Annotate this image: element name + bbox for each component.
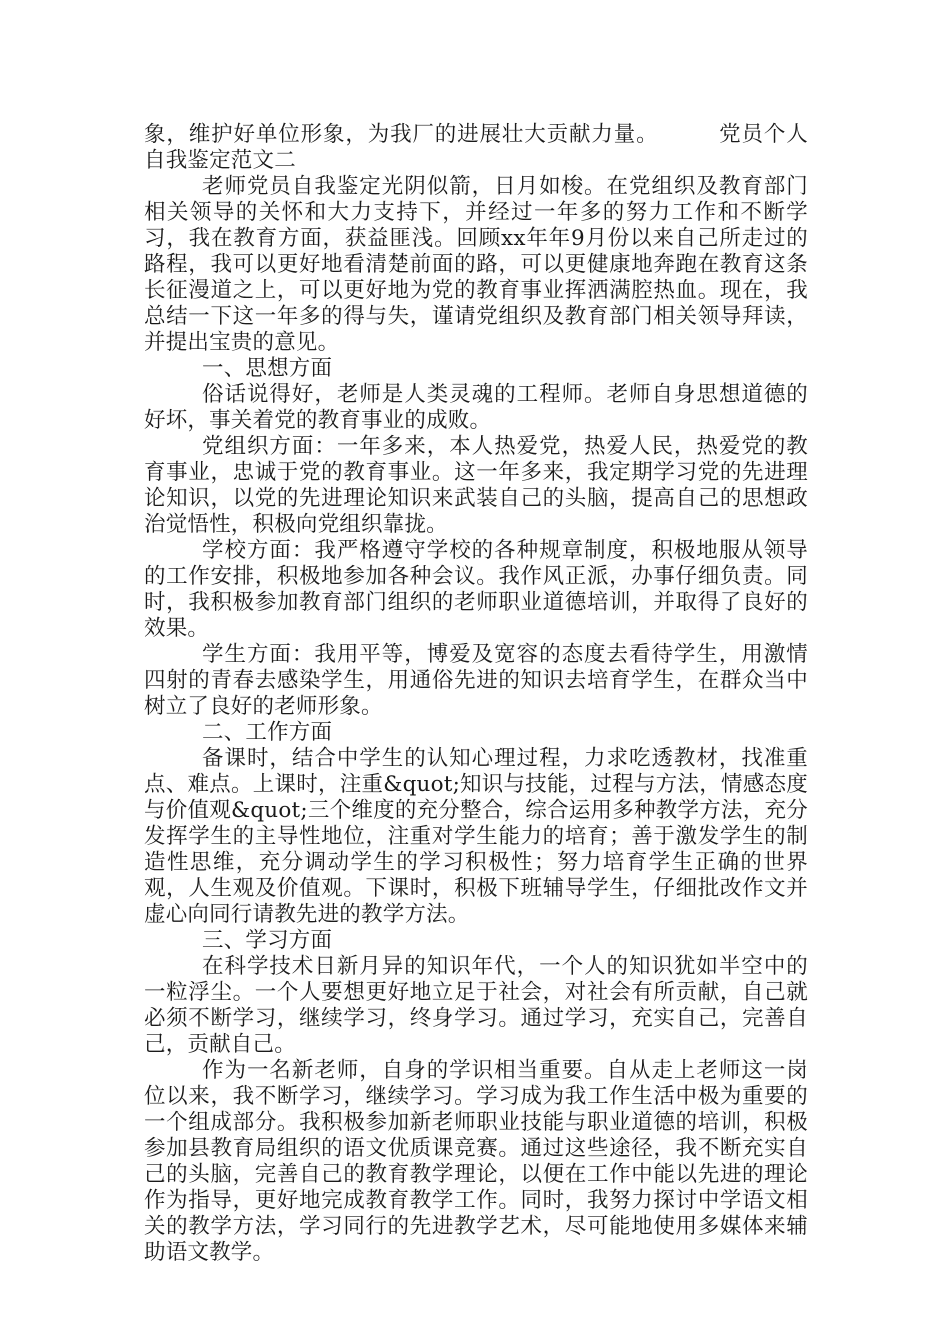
body-paragraph: 作为一名新老师，自身的学识相当重要。自从走上老师这一岗位以来，我不断学习，继续学习。学习成为我工作生活中极为重要的一个组成部分。我积极参加新老师职业技能与职业道德的培训，积极参加县教育局组织的语文优质课竞赛。通过这些途径，我不断充实自己的头脑，完善自己的教育教学理论，以便在工作中能以先进的理论作为指导，更好地完成教育教学工作。同时，我努力探讨中学语文相关的教学方法，学习同行的先进教学艺术，尽可能地使用多媒体来辅助语文教学。 (144, 1058, 808, 1265)
section-title: 党员个人自我鉴定范文二 (144, 122, 808, 173)
paragraph-list (144, 174, 808, 1266)
body-paragraph: 学校方面：我严格遵守学校的各种规章制度，积极地服从领导的工作安排，积极地参加各种会议。我作风正派，办事仔细负责。同时，我积极参加教育部门组织的老师职业道德培训，并取得了良好的效果。 (144, 538, 808, 641)
section-heading: 三、学习方面 (202, 928, 333, 953)
section-heading: 二、工作方面 (202, 720, 333, 745)
intro-paragraph (144, 122, 808, 174)
document-body (144, 122, 808, 1266)
body-paragraph: 老师党员自我鉴定光阴似箭，日月如梭。在党组织及教育部门相关领导的关怀和大力支持下，并经过一年多的努力工作和不断学习，我在教育方面，获益匪浅。回顾xx年年9月份以来自己所走过的路程，我可以更好地看清楚前面的路，可以更健康地奔跑在教育这条长征漫道之上，可以更好地为党的教育事业挥洒满腔热血。现在，我总结一下这一年多的得与失，谨请党组织及教育部门相关领导拜读，并提出宝贵的意见。 (144, 174, 808, 355)
body-paragraph: 备课时，结合中学生的认知心理过程，力求吃透教材，找准重点、难点。上课时，注重&quot;知识与技能，过程与方法，情感态度与价值观&quot;三个维度的充分整合，综合运用多种教学方法，充分发挥学生的主导性地位，注重对学生能力的培育；善于激发学生的制造性思维，充分调动学生的学习积极性；努力培育学生正确的世界观，人生观及价值观。下课时，积极下班辅导学生，仔细批改作文并虚心向同行请教先进的教学方法。 (144, 746, 808, 927)
body-paragraph: 党组织方面：一年多来，本人热爱党，热爱人民，热爱党的教育事业，忠诚于党的教育事业。这一年多来，我定期学习党的先进理论知识，以党的先进理论知识来武装自己的头脑，提高自己的思想政治觉悟性，积极向党组织靠拢。 (144, 434, 808, 537)
section-heading: 一、思想方面 (202, 356, 333, 381)
body-paragraph: 学生方面：我用平等，博爱及宽容的态度去看待学生，用激情四射的青春去感染学生，用通俗先进的知识去培育学生，在群众当中树立了良好的老师形象。 (144, 642, 808, 719)
intro-text: 象，维护好单位形象，为我厂的进展壮大贡献力量。 (144, 122, 659, 147)
body-paragraph: 俗话说得好，老师是人类灵魂的工程师。老师自身思想道德的好坏，事关着党的教育事业的成败。 (144, 382, 808, 433)
body-paragraph: 在科学技术日新月异的知识年代，一个人的知识犹如半空中的一粒浮尘。一个人要想更好地立足于社会，对社会有所贡献，自己就必须不断学习，继续学习，终身学习。通过学习，充实自己，完善自己，贡献自己。 (144, 954, 808, 1057)
